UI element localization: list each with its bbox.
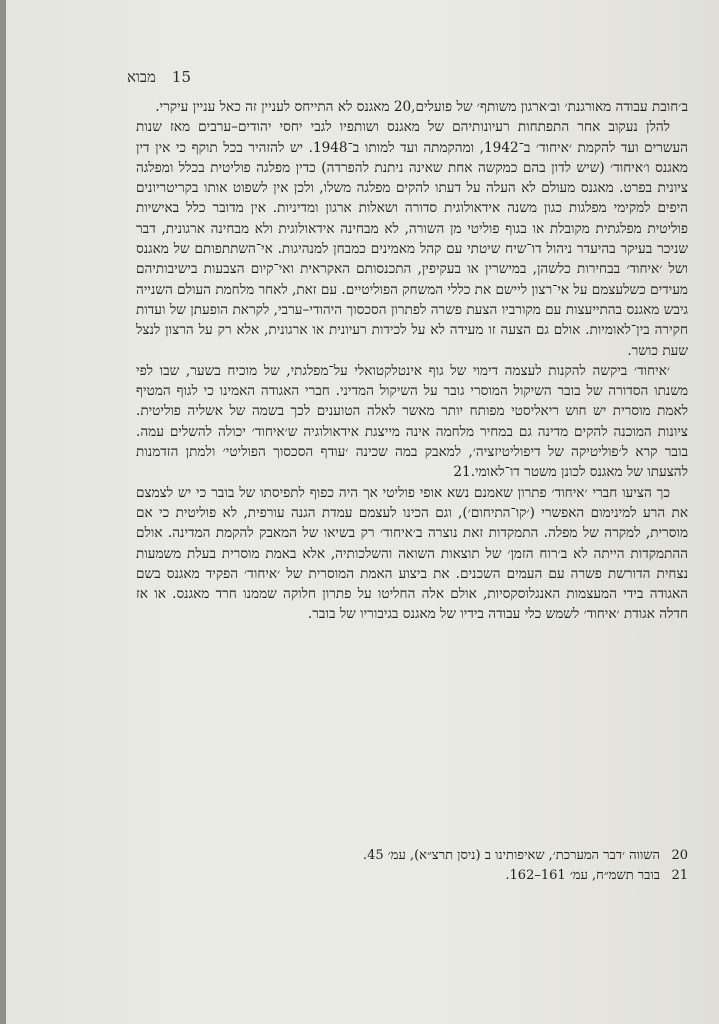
running-header: [127, 68, 191, 87]
book-page: [6, 0, 719, 1024]
main-text: [136, 97, 688, 625]
footnote-text: השווה ׳דבר המערכת׳, שאיפותינו ב (ניסן תרצ״א), עמ׳ 45.: [362, 848, 660, 863]
paragraph: ב׳חובת עבודה מאורגנת׳ וב׳ארגון משותף׳ של פועלים,20 מאגנס לא התייחס לעניין זה כאל עניין עיקרי.: [155, 99, 688, 115]
footnote: [136, 846, 688, 866]
paragraph: ׳איחוד׳ ביקשה להקנות לעצמה דימוי של גוף אינטלקטואלי על־מפלגתי, של מוכיח בשער, שבו לפי משנתו הסדורה של בובר השיקול המוסרי גובר על השיקול המדיני. חברי האגודה האמינו כי לגוף המטיף לאמת מוסרית יש חוש ריאליסטי מפותח יותר מאשר לאלה הטוענים לכך בשמה של אשליה פוליטית. ציונות המוכנה להקים מדינה גם במחיר מלחמה אינה מייצגת אידאולוגיה ש׳איחוד׳ יכולה להשלים עמה. בובר קרא ל׳פוליטיקה של דיפוליטיזציה׳, למאבק במה שכינה ׳עודף הסכסוך הפוליטי׳ ולמתן הזדמנות להצעתו של מאגנס לכונן משטר דו־לאומי.21: [136, 362, 688, 481]
page-number: 15: [171, 68, 191, 86]
footnote: [136, 866, 688, 886]
footnotes: [136, 846, 688, 886]
paragraph: להלן נעקוב אחר התפתחות רעיונותיהם של מאגנס ושותפיו לגבי יחסי יהודים–ערבים מאז שנות העשרים ועד להקמת ׳איחוד׳ ב־1942, ומהקמתה ועד למותו ב־1948. יש להזהיר בכל תוקף כי אין דין מאגנס ו׳איחוד׳ (שיש לדון בהם כמקשה אחת שאינה ניתנת להפרדה) כדין מפלגה פוליטית בכלל ומפלגה ציונית בפרט. מאגנס מעולם לא העלה על דעתו להקים מפלגה משלו, ולכן אין לשפוט אותו בקריטריונים היפים למקימי מפלגות כגון משנה אידאולוגית סדורה ושאלות ארגון ומדיניות. אין מדובר כלל באישיות פוליטית מפלגתית מקובלת או בגוף פוליטי מן השורה, לא מבחינה אידאולוגית ולא מבחינה ארגונית, דבר שניכר בעיקר בהיעדר ניהול דו־שיח שיטתי עם קהל מאמינים כמבחן למנהיגות. אי־השתתפותם של מאגנס ושל ׳איחוד׳ בבחירות כלשהן, במישרין או בעקיפין, התכנסותם האקראית ואי־קיום הצבעות בישיבותיהם מעידים כשלעצמם על אי־רצון ליישם את כללי המשחק הפוליטיים. עם זאת, לאחר מלחמת העולם השנייה גיבש מאגנס בהתייעצות עם מקורביו הצעת פשרה לפתרון הסכסוך היהודי–ערבי, לקראת הופעתן של ועדות חקירה בין־לאומיות. אולם גם הצעה זו מעידה לא על לכידות רעיונית או ארגונית, אלא רק על הרצון לנצל שעת כושר.: [136, 119, 688, 359]
paragraph: כך הציעו חברי ׳איחוד׳ פתרון שאמנם נשא אופי פוליטי אך היה כפוף לתפיסתו של בובר כי יש לצמצם את הרע למינימום האפשרי (׳קו־התיחום׳), וגם הכינו לעצמם עמדת הגנה עורפית, לא פוליטית כי אם מוסרית, למקרה של מפלה. התמקדות זאת נוצרה ב׳איחוד׳ רק בשיאו של המאבק להקמת המדינה. אולם ההתמקדות הייתה לא ב׳רוח הזמן׳ של תוצאות השואה והשלכותיה, אלא באמת מוסרית בעלת משמעות נצחית הדורשת פשרה עם העמים השכנים. את ביצוע האמת המוסרית של ׳איחוד׳ הפקיד מאגנס בשם האגודה בידי המעצמות האנגלוסקסיות, אולם אלה החליטו על פתרון חלוקה שממנו חרד מאגנס. או אז חדלה אגודת ׳איחוד׳ לשמש כלי עבודה בידיו של מאגנס בגיבוריו של בובר.: [136, 484, 688, 623]
footnote-text: בובר תשמ״ח, עמ׳ 161–162.: [505, 868, 660, 883]
footnote-number: 21: [671, 868, 688, 883]
section-title: מבוא: [126, 68, 156, 86]
footnote-number: 20: [671, 848, 688, 863]
